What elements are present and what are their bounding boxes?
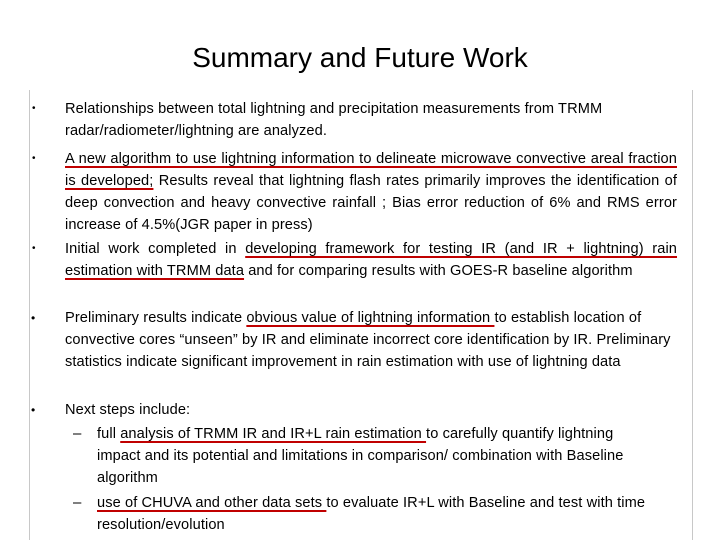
text-run: to evaluate IR+L with Baseline and test with time resolution/evolution (97, 495, 646, 533)
bullet-text (65, 307, 677, 373)
text-run: to establish location of convective cores “unseen” by IR and eliminate incorrect core identification by IR. Preliminary statistics indicate significant improvement in rain estimation with use of lightning data (65, 310, 671, 370)
text-run: Initial work completed in (65, 241, 246, 257)
text-run: Next steps include: (65, 402, 191, 418)
text-run: to carefully quantify lightning impact and its potential and limitations in comparison/ combination with Baseline algorithm (97, 426, 624, 486)
text-run: and for comparing results with GOES-R baseline algorithm (244, 263, 633, 279)
underlined-run: obvious value of lightning information (246, 310, 495, 326)
bullet-marker: • (32, 153, 36, 164)
bullet-text (65, 399, 677, 421)
underlined-run: analysis of TRMM IR and IR+L rain estimation (120, 426, 427, 442)
sub-bullet-marker: – (73, 425, 82, 442)
text-run: Relationships between total lightning and precipitation measurements from TRMM radar/radiometer/lightning are analyzed. (65, 101, 603, 139)
underlined-run: A new algorithm to use lightning information to delineate microwave convective areal fraction is developed; (65, 151, 677, 189)
text-run: full (97, 426, 121, 442)
underlined-run: developing framework for testing IR (and IR + lightning) rain estimation with TRMM data (65, 241, 678, 279)
bullet-marker: • (31, 403, 36, 417)
underlined-run: use of CHUVA and other data sets (97, 495, 327, 511)
content-box (29, 90, 693, 540)
sub-bullet-text (97, 492, 657, 536)
bullet-text (65, 148, 677, 236)
text-run: Preliminary results indicate (65, 310, 247, 326)
bullet-marker: • (32, 243, 36, 254)
sub-bullet-marker: – (73, 494, 82, 511)
bullet-marker: • (32, 103, 36, 114)
bullet-text (65, 98, 677, 142)
bullet-marker: • (31, 311, 36, 325)
bullet-text (65, 238, 677, 282)
slide-title: Summary and Future Work (192, 42, 528, 73)
sub-bullet-text (97, 423, 657, 489)
text-run: Results reveal that lightning flash rates primarily improves the identification of deep convection and heavy convective rainfall ; Bias error reduction of 6% and RMS error increase of 4.5%(JGR paper in press) (65, 173, 677, 233)
